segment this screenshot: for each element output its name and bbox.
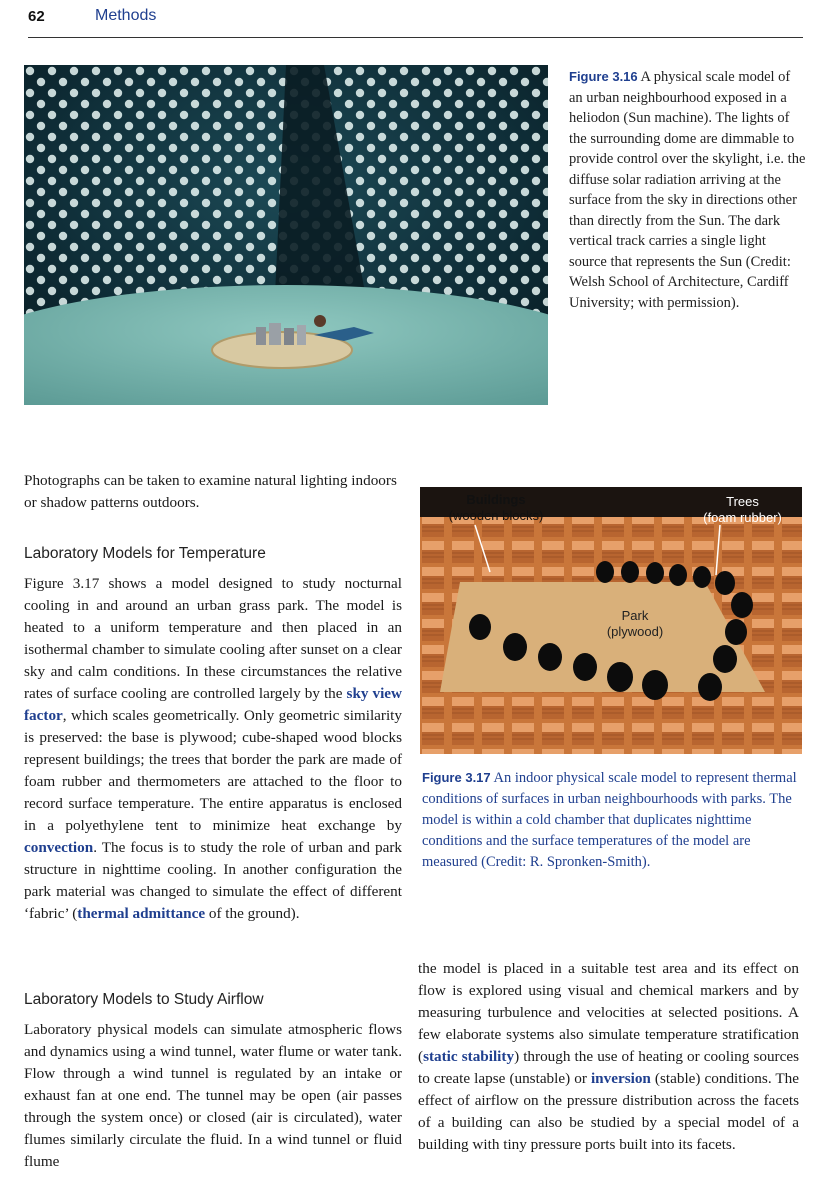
temperature-text-1: Figure 3.17 shows a model designed to study nocturnal cooling in and around an urban grass park. The model is heated to a uniform temperature and then placed in an isothermal chamber to simulate cooling after sunset on a clear sky and calm conditions. In these circumstances the relative rates of surface cooling are controlled largely by the: [24, 575, 402, 702]
figure-3-16-caption: [569, 67, 807, 313]
temperature-text-2: , which scales geometrically. Only geometric similarity is preserved: the base is plywood; cube-shaped wood blocks represent buildings; the trees that border the park are made of foam rubber and thermometers are attached to the floor to record surface temperature. The entire apparatus is enclosed in a polyethylene tent to minimize heat exchange by: [24, 707, 402, 834]
label-park-line2: (plywood): [606, 624, 664, 639]
page-header: [0, 0, 817, 40]
figure-3-17-caption: [422, 767, 806, 873]
right-text-2: ) through the use of heating or cooling sources to create lapse (unstable) or: [418, 1048, 799, 1087]
intro-paragraph: Photographs can be taken to examine natural lighting indoors or shadow patterns outdoors.: [24, 472, 397, 511]
term-inversion: inversion: [590, 1070, 651, 1087]
right-text-3: (stable) conditions. The effect of airflow on the pressure distribution across the facets of a building can also be studied by a special model of a building with tiny pressure ports built into its facets.: [418, 1070, 800, 1153]
airflow-paragraph: Laboratory physical models can simulate atmospheric flows and dynamics using a wind tunnel, water flume or water tank. Flow through a wind tunnel is regulated by an intake or exhaust fan at one end. The tunnel may be open (air passes through the system once) or closed (air is circulated), water flumes similarly circulate the fluid. In a wind tunnel or fluid flume: [24, 1021, 402, 1170]
figure-3-16-caption-text: A physical scale model of an urban neighbourhood exposed in a heliodon (Sun machine). The lights of the surrounding dome are dimmable to provide control over the skylight, i.e. the diffuse solar radiation arriving at the surface from the sky in directions other than directly from the Sun. The dark vertical track carries a single light source that represents the Sun (Credit: Welsh School of Architecture, Cardiff University; with permission).: [569, 69, 806, 311]
temperature-paragraph: [24, 573, 402, 925]
label-trees: [690, 494, 795, 526]
term-static-stability: static stability: [423, 1048, 515, 1065]
temperature-text-4: of the ground).: [205, 905, 300, 922]
running-head-section: Methods: [95, 7, 157, 24]
heliodon-illustration: [24, 65, 548, 405]
heading-temperature: Laboratory Models for Temperature: [24, 545, 266, 562]
header-rule: [28, 37, 803, 38]
term-thermal-admittance: thermal admittance: [77, 905, 206, 922]
figure-3-16-label: Figure 3.16: [569, 69, 638, 84]
label-buildings-line1: Buildings: [466, 492, 526, 507]
figure-3-17-photo: [420, 487, 802, 754]
right-text-1: the model is placed in a suitable test area and its effect on flow is explored using visual and chemical markers and by measuring turbulence and velocities at selected positions. A few elaborate systems also simulate temperature stratification (: [418, 960, 799, 1065]
figure-3-17-caption-text: An indoor physical scale model to represent thermal conditions of surfaces in urban neighbourhoods with parks. The model is within a cold chamber that duplicates nighttime conditions and the surface temperatures of the model are measured (Credit: R. Spronken-Smith).: [422, 770, 797, 870]
label-trees-line2: (foam rubber): [703, 510, 782, 525]
figure-3-16-photo: [24, 65, 548, 405]
label-park-line1: Park: [621, 608, 649, 623]
label-buildings-line2: (wooden blocks): [448, 508, 544, 523]
page-number: 62: [28, 8, 45, 25]
figure-3-17-label: Figure 3.17: [422, 770, 491, 785]
heading-airflow: Laboratory Models to Study Airflow: [24, 991, 264, 1008]
label-trees-line1: Trees: [726, 494, 759, 509]
label-park: [585, 608, 685, 640]
term-convection: convection: [24, 839, 94, 856]
label-buildings: [442, 492, 550, 524]
term-sky-view-factor: sky view factor: [24, 685, 403, 724]
temperature-text-3: . The focus is to study the role of urban and park structure in nighttime cooling. In another configuration the park material was changed to simulate the effect of different ‘fabric’ (: [24, 839, 402, 922]
right-column-paragraph: [418, 958, 799, 1156]
